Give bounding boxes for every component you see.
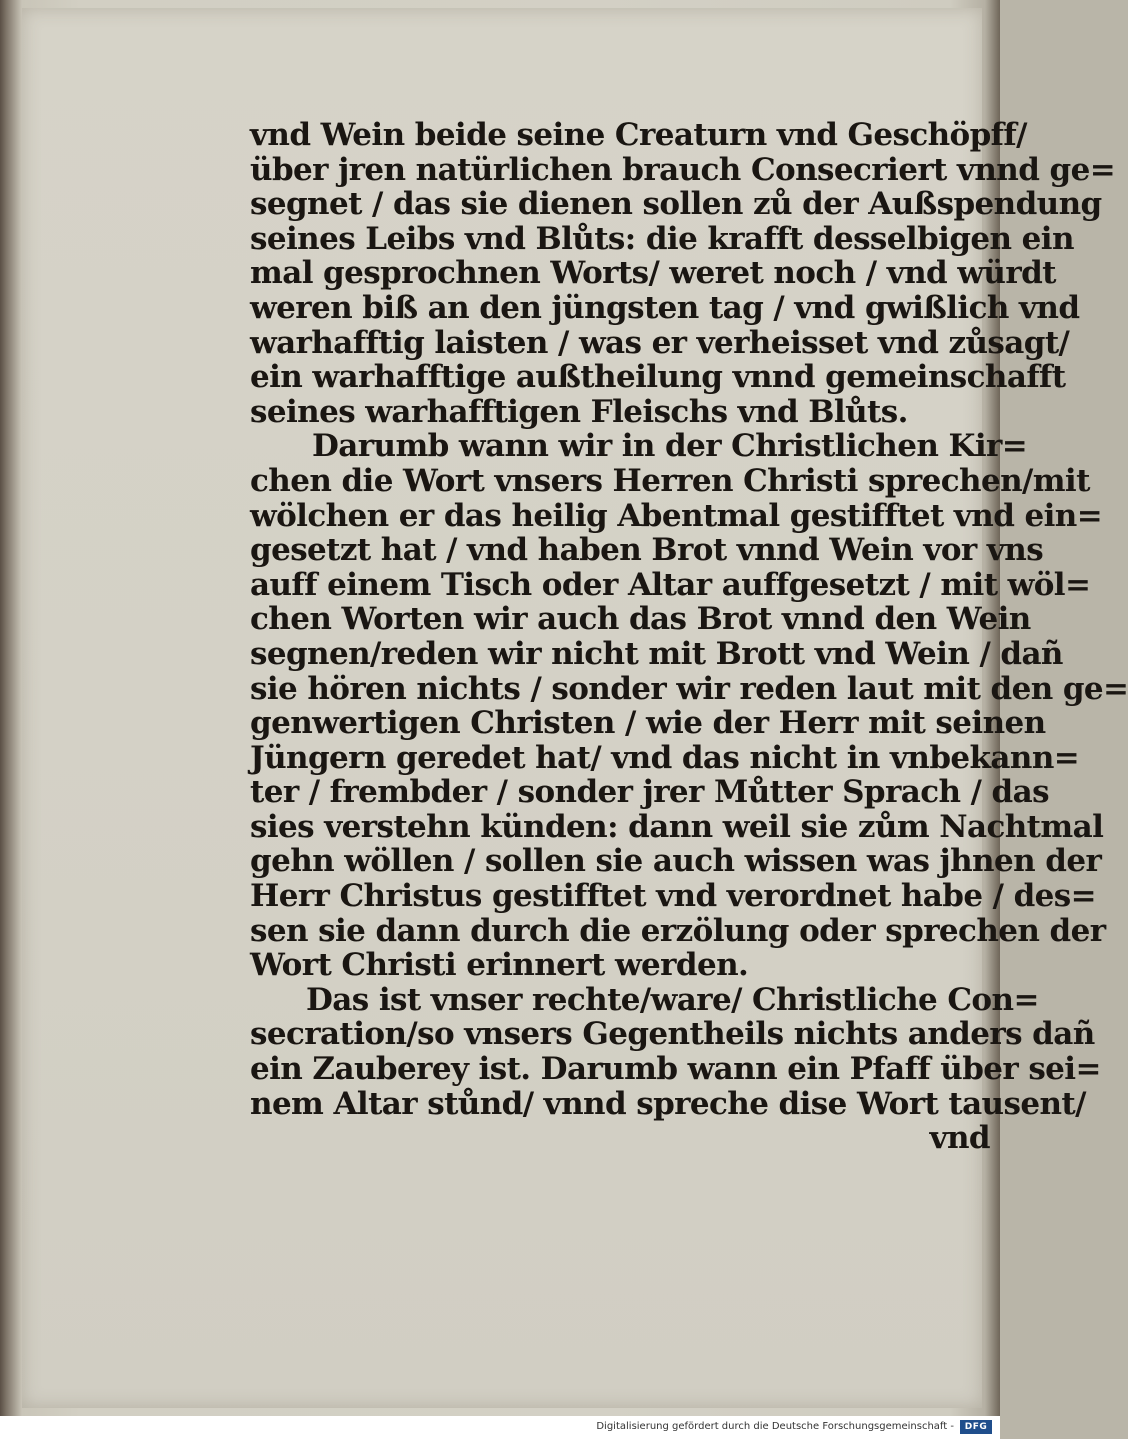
funding-credit: Digitalisierung gefördert durch die Deutsche Forschungsgemeinschaft -	[596, 1421, 954, 1432]
text-line: Darumb wann wir in der Christlichen Kir=	[312, 428, 1028, 465]
catchword: vnd	[929, 1120, 990, 1157]
text-line: nem Altar stůnd/ vnnd spreche dise Wort tausent/	[250, 1085, 1086, 1122]
text-line: auff einem Tisch oder Altar auffgesetzt / mit wöl=	[250, 566, 1091, 603]
text-line: segnen/reden wir nicht mit Brott vnd Wein / dañ	[250, 635, 1063, 672]
digitization-footer	[0, 1416, 1000, 1439]
text-line: gesetzt hat / vnd haben Brot vnnd Wein vor vns	[250, 532, 1044, 569]
text-line: chen Worten wir auch das Brot vnnd den Wein	[250, 601, 1031, 638]
text-line: genwertigen Christen / wie der Herr mit seinen	[250, 705, 1046, 742]
text-line: Herr Christus gestifftet vnd verordnet habe / des=	[250, 878, 1097, 915]
text-line: gehn wöllen / sollen sie auch wissen was jhnen der	[250, 843, 1102, 880]
text-line: sie hören nichts / sonder wir reden laut mit den ge=	[250, 670, 1128, 707]
text-line: ein warhafftige außtheilung vnnd gemeinschafft	[250, 359, 1066, 396]
text-line: mal gesprochnen Worts/ weret noch / vnd würdt	[250, 255, 1056, 292]
text-line: vnd Wein beide seine Creaturn vnd Geschöpff/	[250, 117, 1027, 153]
text-line: seines warhafftigen Fleischs vnd Blůts.	[250, 393, 908, 430]
text-line: sies verstehn künden: dann weil sie zům Nachtmal	[250, 808, 1104, 845]
text-line: weren biß an den jüngsten tag / vnd gwißlich vnd	[250, 289, 1080, 326]
page-body-text	[250, 117, 1128, 1157]
text-line: über jren natürlichen brauch Consecriert vnnd ge=	[250, 151, 1116, 188]
text-line: warhafftig laisten / was er verheisset vnd zůsagt/	[250, 324, 1070, 361]
text-line: chen die Wort vnsers Herren Christi sprechen/mit	[250, 462, 1090, 499]
text-line: Wort Christi erinnert werden.	[250, 947, 749, 984]
text-line: wölchen er das heilig Abentmal gestifftet vnd ein=	[250, 497, 1103, 534]
text-line: segnet / das sie dienen sollen zů der Außspendung	[250, 186, 1102, 223]
text-line: Das ist vnser rechte/ware/ Christliche Con=	[306, 981, 1039, 1018]
dfg-logo: DFG	[960, 1420, 992, 1434]
text-line: Jüngern geredet hat/ vnd das nicht in vnbekann=	[250, 739, 1080, 776]
text-line: sen sie dann durch die erzölung oder sprechen der	[250, 912, 1106, 949]
text-line: secration/so vnsers Gegentheils nichts anders dañ	[250, 1016, 1095, 1053]
text-line: seines Leibs vnd Blůts: die krafft desselbigen ein	[250, 220, 1074, 257]
book-page	[22, 8, 1128, 1408]
text-line: ter / frembder / sonder jrer Můtter Sprach / das	[250, 774, 1049, 811]
text-line: ein Zauberey ist. Darumb wann ein Pfaff über sei=	[250, 1051, 1101, 1088]
